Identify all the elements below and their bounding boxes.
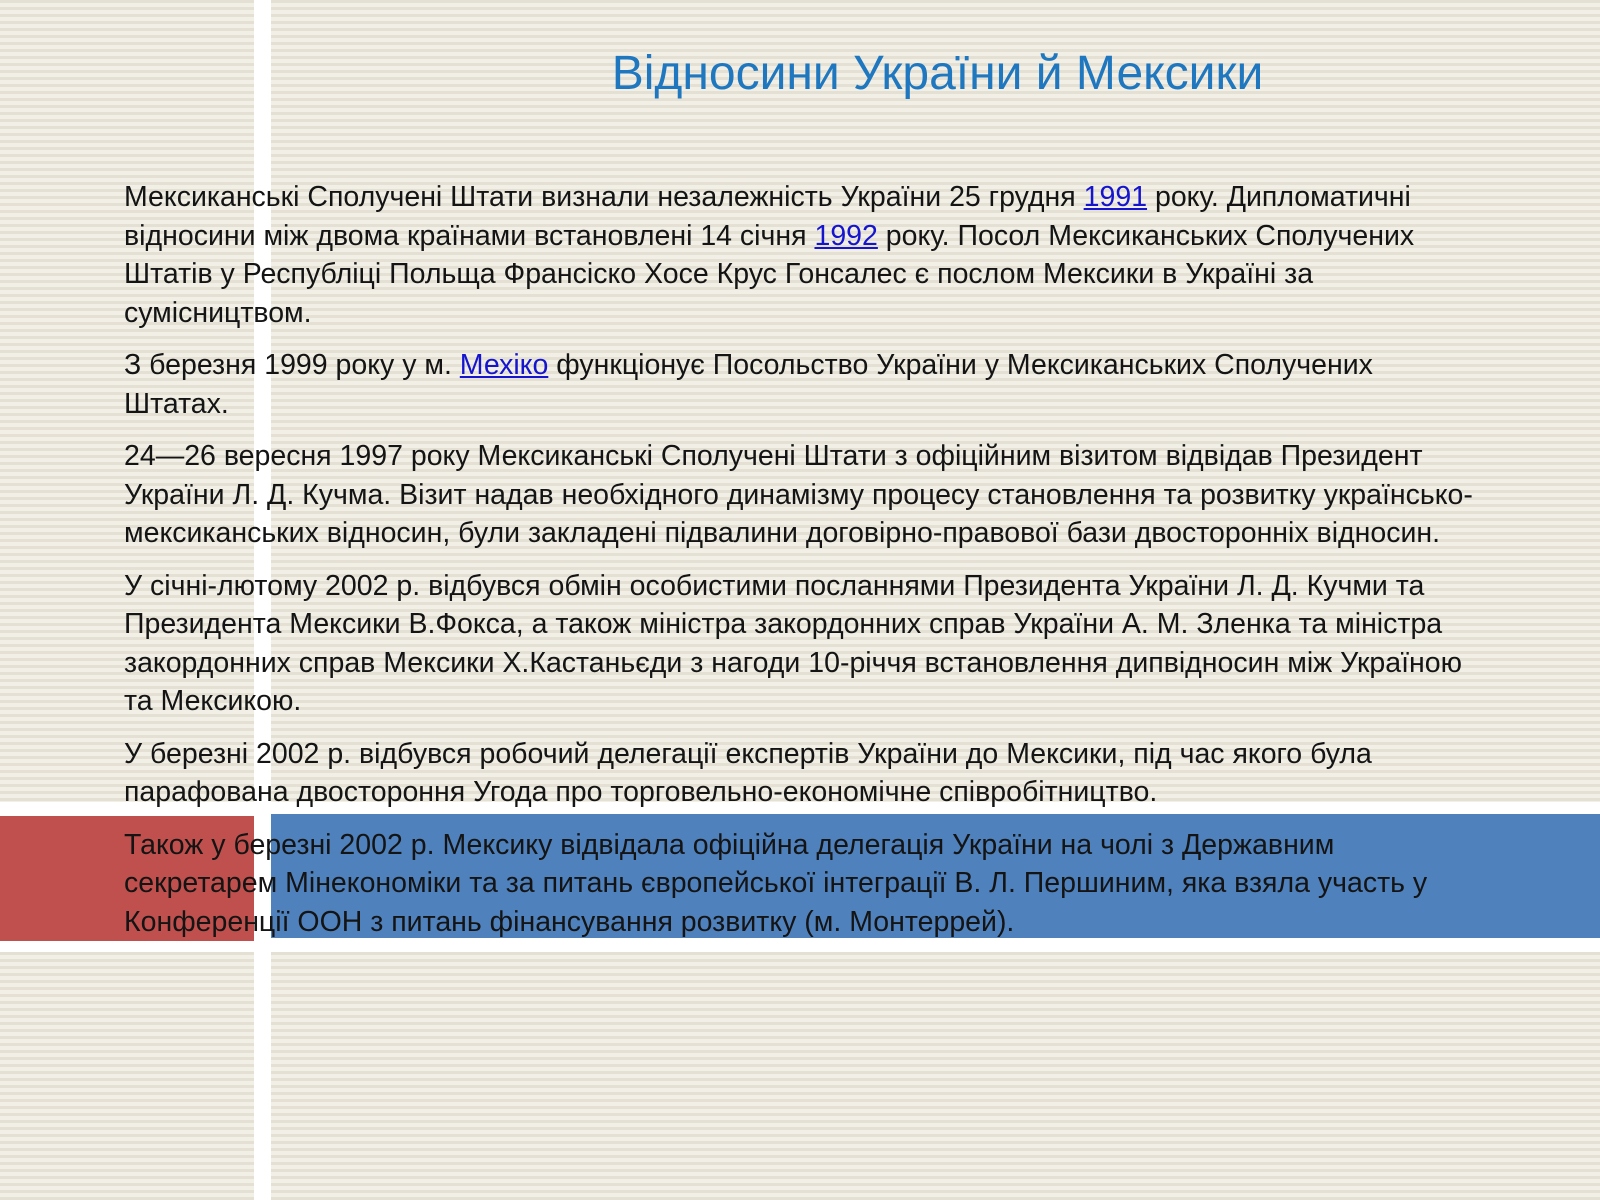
paragraph-text: року. Дипломатичні відносини між двома країнами встановлені 14 січня — [124, 181, 1411, 252]
paragraph-text: З березня 1999 року у м. — [124, 349, 460, 381]
paragraph-text: 24—26 вересня 1997 року Мексиканські Сполучені Штати з офіційним візитом відвідав Президент України Л. Д. Кучма. Візит надав необхідного динамізму процесу становлення та розвитку українсько-мексиканських відносин, були закладені підвалини договірно-правової бази двосторонніх відносин. — [124, 440, 1473, 549]
link-1-1[interactable]: Мехіко — [459, 349, 549, 381]
slide-body — [124, 178, 1474, 955]
link-0-3[interactable]: 1992 — [814, 219, 878, 252]
paragraph-text: У березні 2002 р. відбувся робочий делегації експертів України до Мексики, під час якого була парафована двостороння Угода про торговельно-економічне співробітництво. — [124, 737, 1372, 808]
paragraph-2 — [124, 346, 1474, 423]
slide-title: Відносини України й Мексики — [611, 47, 1264, 100]
paragraph-4 — [124, 567, 1474, 721]
paragraph-text: року. Посол Мексиканських Сполучених Штатів у Республіці Польща Франсіско Хосе Крус Гонсалес є послом Мексики в Україні за сумісництвом. — [124, 219, 1415, 329]
paragraph-text: У січні-лютому 2002 р. відбувся обмін особистими посланнями Президента України Л. Д. Кучми та Президента Мексики В.Фокса, а також міністра закордонних справ України А. М. Зленка та міністра закордонних справ Мексики Х.Кастаньєди з нагоди 10-річчя встановлення дипвідносин між Україною та Мексикою. — [124, 569, 1463, 717]
paragraph-6 — [124, 826, 1474, 942]
paragraph-5 — [124, 735, 1474, 812]
link-0-1[interactable]: 1991 — [1083, 181, 1148, 213]
paragraph-text: Також у березні 2002 р. Мексику відвідала офіційна делегація України на чолі з Державним секретарем Мінекономіки та за питань європейської інтеграції В. Л. Першиним, яка взяла участь у Конференції ООН з питань фінансування розвитку (м. Монтеррей). — [124, 828, 1428, 938]
paragraph-1 — [124, 178, 1474, 332]
paragraph-text: функціонує Посольство України у Мексиканських Сполучених Штатах. — [124, 349, 1373, 420]
paragraph-3 — [124, 437, 1474, 553]
paragraph-text: Мексиканські Сполучені Штати визнали незалежність України 25 грудня — [124, 181, 1084, 213]
